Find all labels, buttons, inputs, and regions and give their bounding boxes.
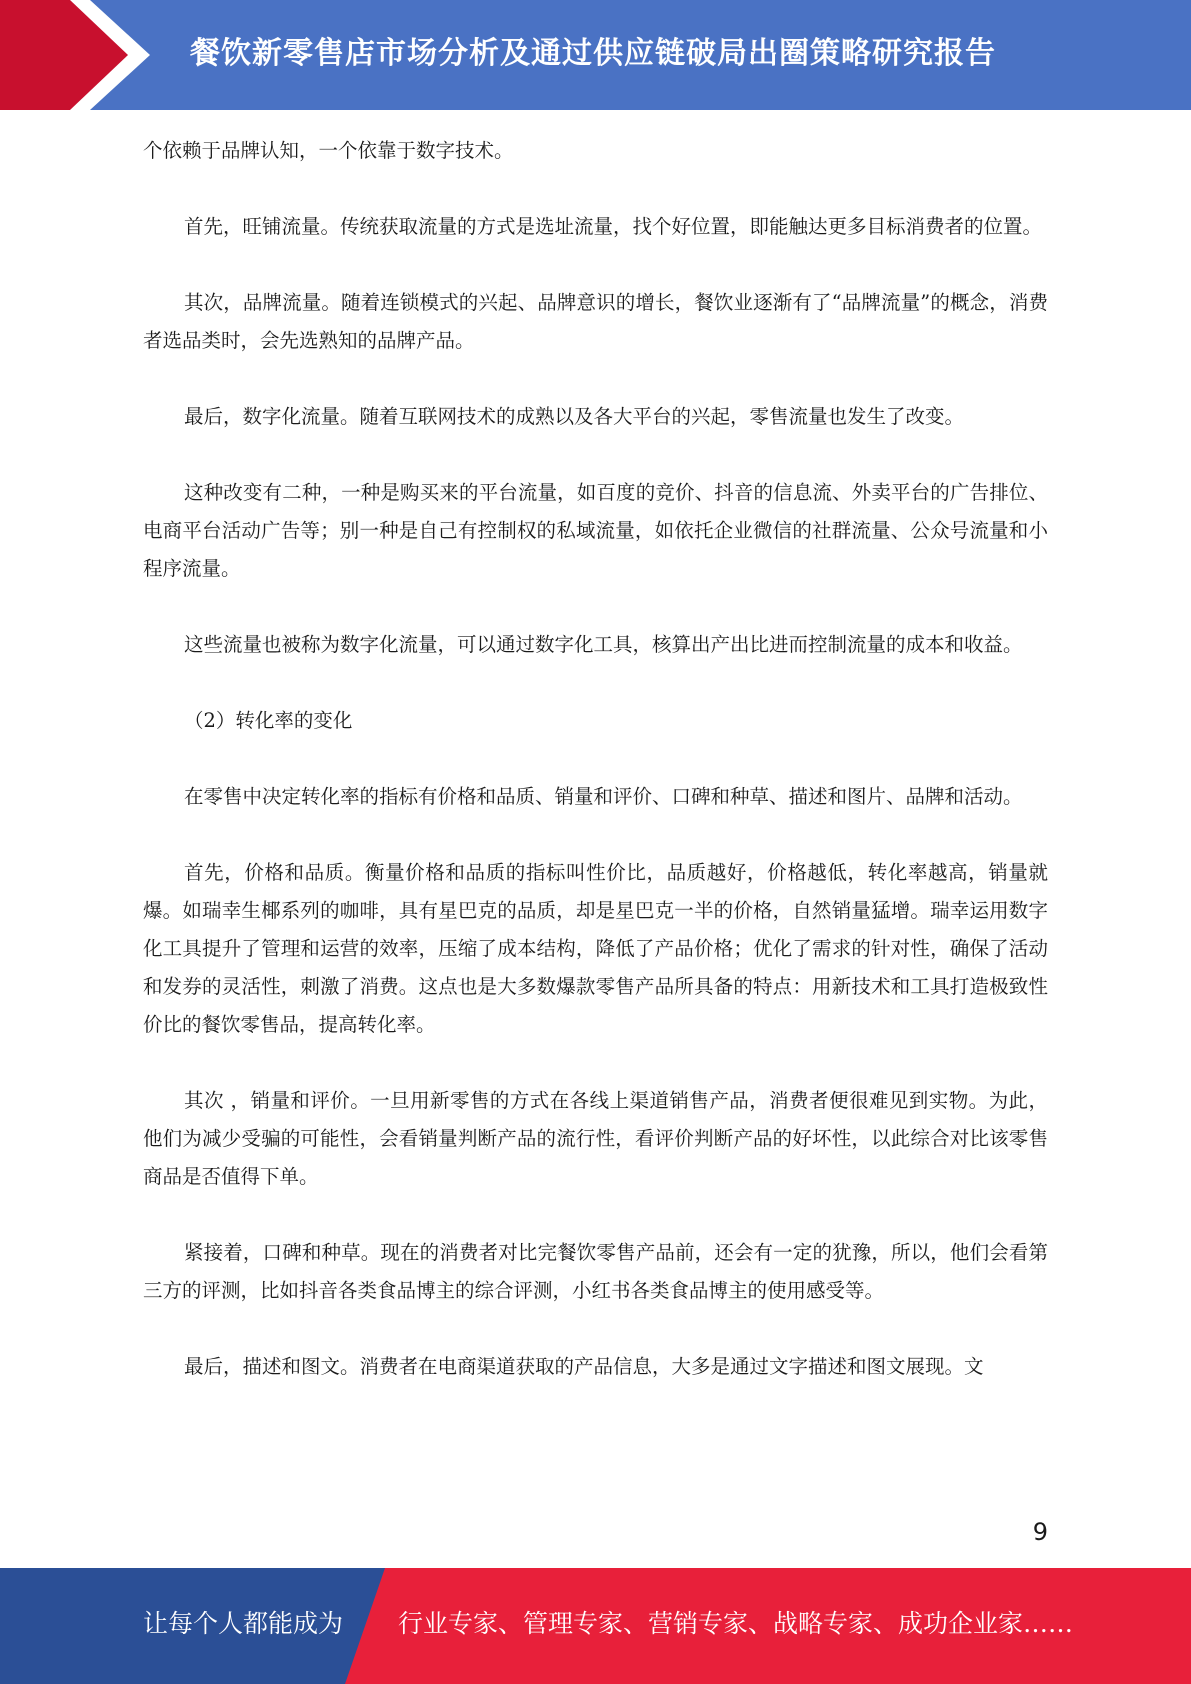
paragraph-2: 首先，旺铺流量。传统获取流量的方式是选址流量，找个好位置，即能触达更多目标消费者的位置。 [184,215,1043,238]
section-heading: （2）转化率的变化 [184,709,353,732]
report-title: 餐饮新零售店市场分析及通过供应链破局出圈策略研究报告 [190,36,996,71]
paragraph-8: 首先，价格和品质。衡量价格和品质的指标叫性价比，品质越好，价格越低，转化率越高，销量就爆。如瑞幸生椰系列的咖啡，具有星巴克的品质，却是星巴克一半的价格，自然销量猛增。瑞幸运用数字化工具提升了管理和运营的效率，压缩了成本结构，降低了产品价格；优化了需求的针对性，确保了活动和发券的灵活性，刺激了消费。这点也是大多数爆款零售产品所具备的特点：用新技术和工具打造极致性价比的餐饮零售品，提高转化率。 [143,861,1048,1036]
footer-slogan-left: 让每个人都能成为 [143,1609,344,1638]
page-header [0,0,1191,110]
header-arrow-decoration [0,0,160,110]
footer-slogan-right: 行业专家、管理专家、营销专家、战略专家、成功企业家…… [398,1609,1074,1638]
paragraph-10: 紧接着，口碑和种草。现在的消费者对比完餐饮零售产品前，还会有一定的犹豫，所以，他们会看第三方的评测，比如抖音各类食品博主的综合评测，小红书各类食品博主的使用感受等。 [143,1241,1048,1302]
paragraph-9: 其次 ，销量和评价。一旦用新零售的方式在各线上渠道销售产品，消费者便很难见到实物。为此，他们为减少受骗的可能性，会看销量判断产品的流行性，看评价判断产品的好坏性，以此综合对比该零售商品是否值得下单。 [143,1089,1048,1188]
paragraph-4: 最后，数字化流量。随着互联网技术的成熟以及各大平台的兴起，零售流量也发生了改变。 [184,405,965,428]
body-content [143,132,1048,1424]
paragraph-1: 个依赖于品牌认知，一个依靠于数字技术。 [143,139,514,162]
paragraph-3: 其次，品牌流量。随着连锁模式的兴起、品牌意识的增长，餐饮业逐渐有了“品牌流量”的概念，消费者选品类时，会先选熟知的品牌产品。 [143,291,1048,352]
page-number: 9 [1032,1518,1048,1546]
paragraph-5: 这种改变有二种，一种是购买来的平台流量，如百度的竞价、抖音的信息流、外卖平台的广告排位、电商平台活动广告等；别一种是自己有控制权的私域流量，如依托企业微信的社群流量、公众号流量和小程序流量。 [143,481,1048,580]
paragraph-11: 最后，描述和图文。消费者在电商渠道获取的产品信息，大多是通过文字描述和图文展现。文 [184,1355,984,1378]
paragraph-7: 在零售中决定转化率的指标有价格和品质、销量和评价、口碑和种草、描述和图片、品牌和活动。 [184,785,1023,808]
paragraph-6: 这些流量也被称为数字化流量，可以通过数字化工具，核算出产出比进而控制流量的成本和收益。 [184,633,1023,656]
page-footer [0,1568,1191,1684]
